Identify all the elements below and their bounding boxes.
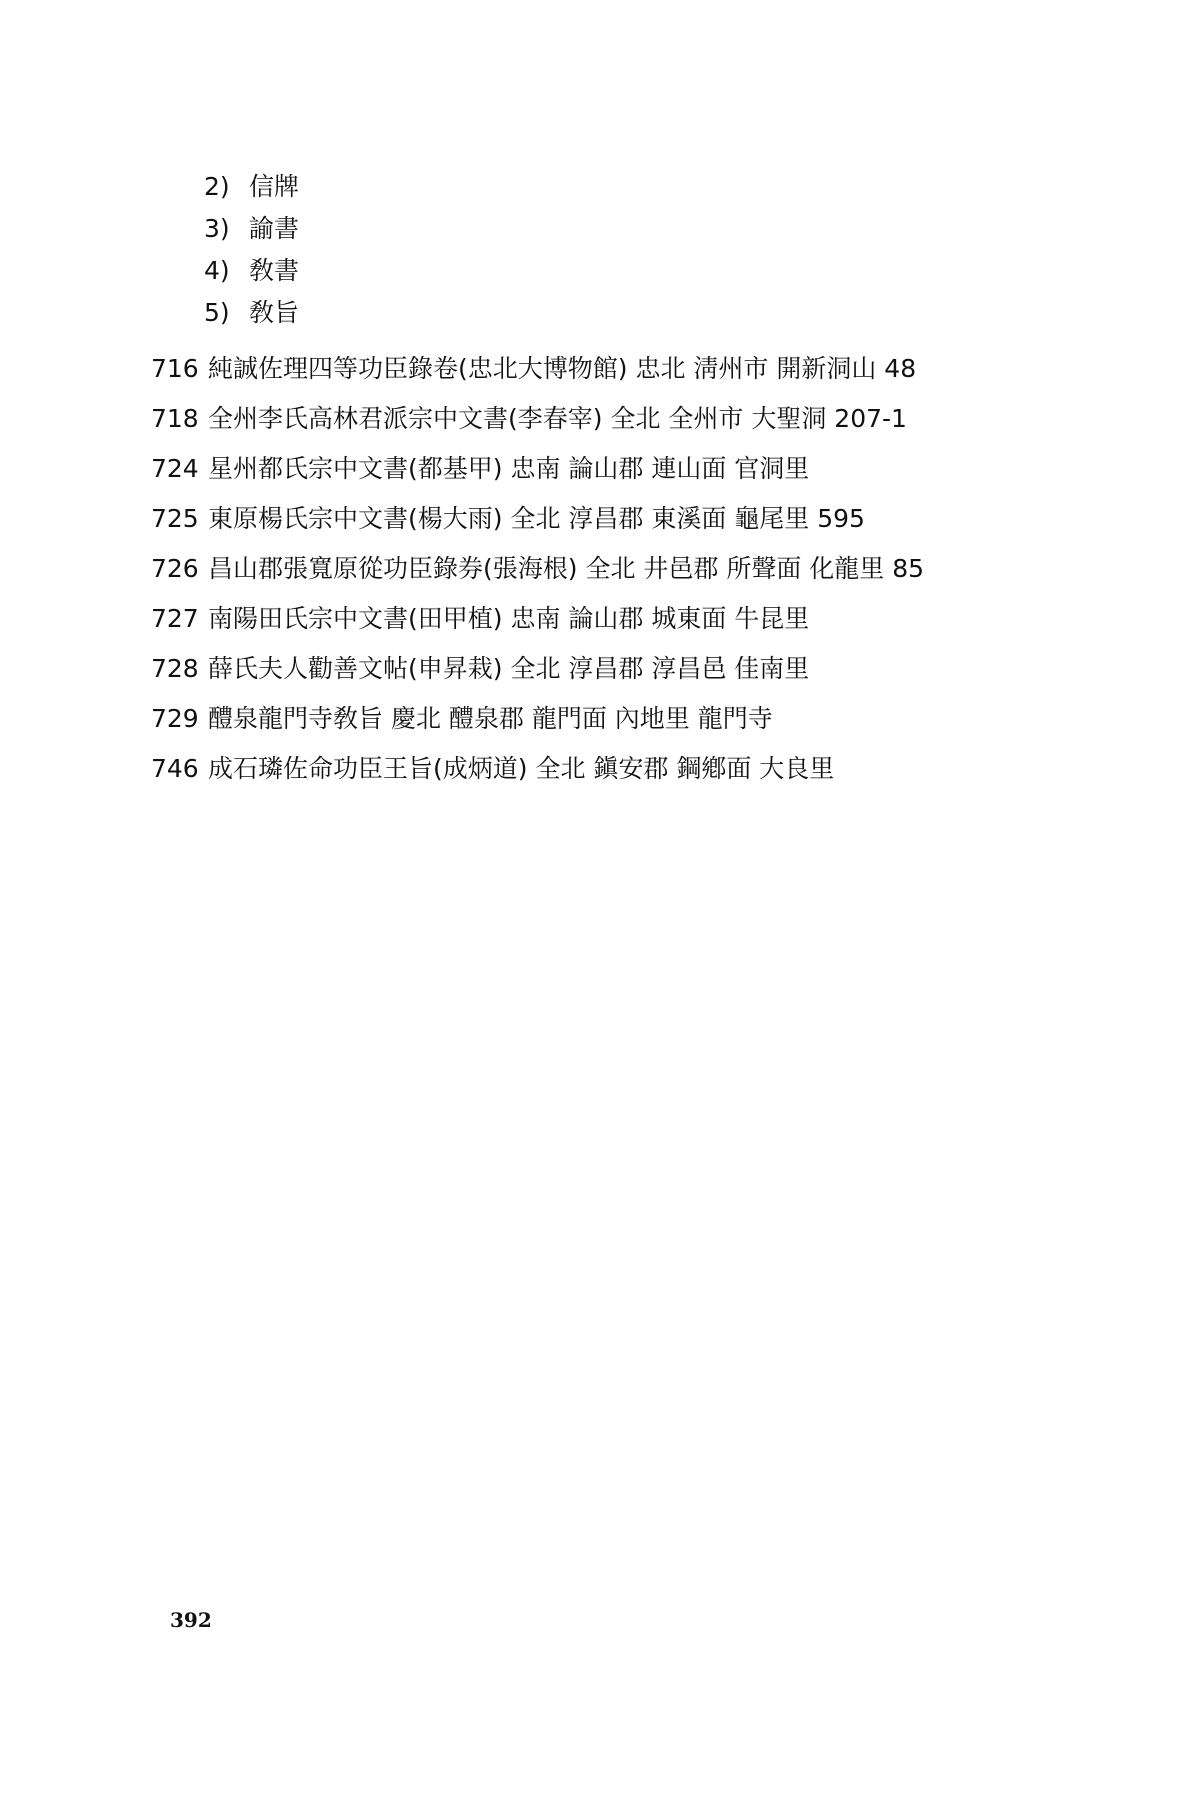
list-item — [151, 594, 1091, 644]
entry-number: 718 — [151, 404, 199, 433]
subsection-item — [204, 208, 1091, 250]
entry-text: 南陽田氏宗中文書(田甲植) 忠南 論山郡 城東面 牛昆里 — [208, 604, 810, 633]
entry-list — [151, 344, 1091, 794]
entry-text: 星州都氏宗中文書(都基甲) 忠南 論山郡 連山面 官洞里 — [208, 454, 810, 483]
document-content — [151, 166, 1091, 794]
entry-number: 725 — [151, 504, 199, 533]
subsection-item — [204, 292, 1091, 334]
list-item — [151, 394, 1091, 444]
entry-text: 純誠佐理四等功臣錄卷(忠北大博物館) 忠北 淸州市 開新洞山 48 — [208, 354, 917, 383]
entry-number: 724 — [151, 454, 199, 483]
list-item — [151, 744, 1091, 794]
page-number: 392 — [170, 1608, 212, 1632]
list-item — [151, 444, 1091, 494]
entry-number: 729 — [151, 704, 199, 733]
entry-number: 746 — [151, 754, 199, 783]
entry-text: 成石璘佐命功臣王旨(成炳道) 全北 鎭安郡 鋼鄕面 大良里 — [208, 754, 835, 783]
subsection-number: 5) — [204, 298, 230, 327]
subsection-number: 3) — [204, 214, 230, 243]
entry-number: 728 — [151, 654, 199, 683]
subsection-item — [204, 166, 1091, 208]
subsection-number: 2) — [204, 172, 230, 201]
subsection-item — [204, 250, 1091, 292]
entry-number: 716 — [151, 354, 199, 383]
subsection-text: 信牌 — [249, 172, 300, 201]
subsection-text: 敎旨 — [249, 298, 300, 327]
entry-number: 726 — [151, 554, 199, 583]
subsection-list — [204, 166, 1091, 334]
entry-text: 薛氏夫人勸善文帖(申昇栽) 全北 淳昌郡 淳昌邑 佳南里 — [208, 654, 810, 683]
entry-number: 727 — [151, 604, 199, 633]
list-item — [151, 644, 1091, 694]
list-item — [151, 494, 1091, 544]
entry-text: 醴泉龍門寺敎旨 慶北 醴泉郡 龍門面 內地里 龍門寺 — [208, 704, 773, 733]
entry-text: 全州李氏高林君派宗中文書(李春宰) 全北 全州市 大聖洞 207-1 — [208, 404, 907, 433]
entry-text: 昌山郡張寬原從功臣錄券(張海根) 全北 井邑郡 所聲面 化龍里 85 — [208, 554, 925, 583]
list-item — [151, 344, 1091, 394]
subsection-text: 敎書 — [249, 256, 300, 285]
entry-text: 東原楊氏宗中文書(楊大雨) 全北 淳昌郡 東溪面 龜尾里 595 — [208, 504, 865, 533]
list-item — [151, 544, 1091, 594]
subsection-number: 4) — [204, 256, 230, 285]
subsection-text: 諭書 — [249, 214, 300, 243]
list-item — [151, 694, 1091, 744]
